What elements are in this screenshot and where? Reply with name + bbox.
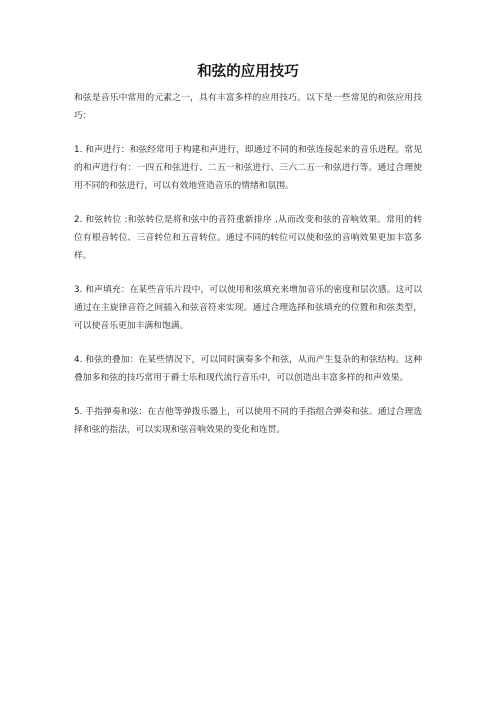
intro-paragraph: 和弦是音乐中常用的元素之一，具有丰富多样的应用技巧。以下是一些常见的和弦应用技巧：	[74, 93, 422, 121]
technique-item-5: 5. 手指弹奏和弦：在吉他等弹拨乐器上，可以使用不同的手指组合弹奏和弦。通过合理选择和弦的指法，可以实现和弦音响效果的变化和连贯。	[74, 407, 422, 435]
technique-item-2: 2. 和弦转位 :和弦转位是将和弦中的音符重新排序 ,从而改变和弦的音响效果。常用的转位有根音转位、三音转位和五音转位。通过不同的转位可以使和弦的音响效果更加丰富多样。	[74, 215, 422, 261]
technique-item-3: 3. 和声填充：在某些音乐片段中，可以使用和弦填充来增加音乐的密度和层次感。这可以通过在主旋律音符之间插入和弦音符来实现。通过合理选择和弦填充的位置和和弦类型，可以使音乐更加丰满和饱满。	[74, 285, 422, 331]
technique-item-1: 1. 和声进行：和弦经常用于构建和声进行，即通过不同的和弦连接起来的音乐进程。常见的和声进行有：一四五和弦进行、二五一和弦进行、三六二五一和弦进行等。通过合理使用不同的和弦进行，可以有效地营造音乐的情绪和氛围。	[74, 145, 422, 191]
page-title: 和弦的应用技巧	[197, 64, 299, 80]
technique-item-4: 4. 和弦的叠加：在某些情况下，可以同时演奏多个和弦，从而产生复杂的和弦结构。这种叠加多和弦的技巧常用于爵士乐和现代流行音乐中，可以创造出丰富多样的和声效果。	[74, 355, 422, 383]
